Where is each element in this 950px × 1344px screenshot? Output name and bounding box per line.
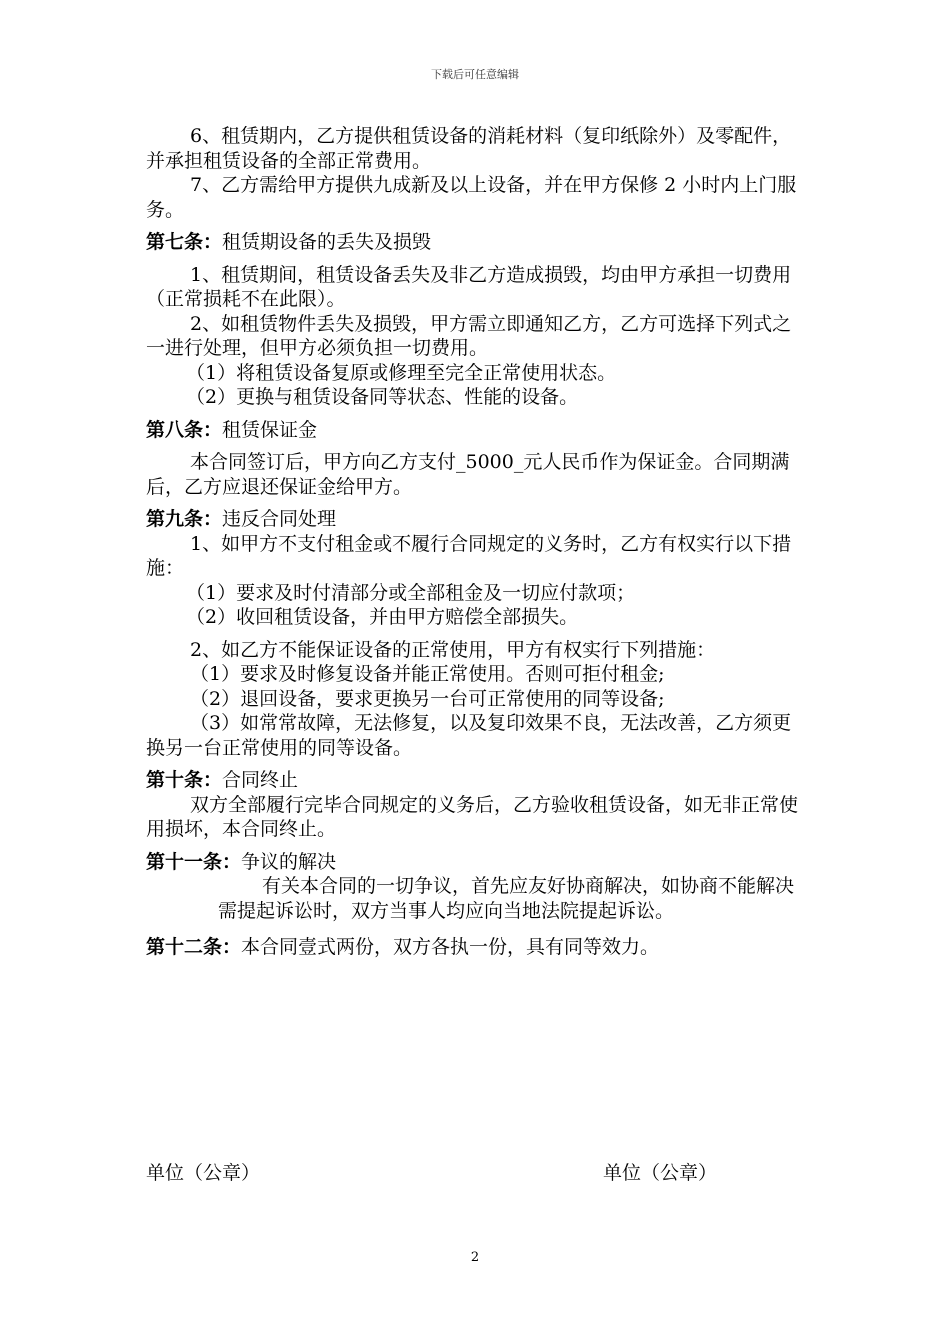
article-9-sub-2-3: （3）如常常故障，无法修复，以及复印效果不良，无法改善，乙方须更换另一台正常使用的同等设备。 [146, 712, 792, 759]
article-7-sub-2: （2）更换与租赁设备同等状态、性能的设备。 [186, 386, 579, 408]
article-9-sub-2-2: （2）退回设备，要求更换另一台可正常使用的同等设备; [190, 687, 665, 710]
article-7-heading [146, 230, 810, 255]
article-7-item-1: 1、租赁期间，租赁设备丢失及非乙方造成损毁，均由甲方承担一切费用（正常损耗不在此限）。 [146, 263, 792, 310]
article-10-title: 合同终止 [222, 769, 299, 791]
article-9-sub-1-2: （2）收回租赁设备，并由甲方赔偿全部损失。 [186, 606, 579, 628]
article-8-label: 第八条： [146, 418, 223, 441]
article-8-body: 本合同签订后，甲方向乙方支付_5000_元人民币作为保证金。合同期满后，乙方应退还保证金给甲方。 [146, 451, 790, 498]
article-10-body: 双方全部履行完毕合同规定的义务后，乙方验收租赁设备，如无非正常使用损坏，本合同终止。 [146, 793, 799, 840]
article-7-sub-1: （1）将租赁设备复原或修理至完全正常使用状态。 [186, 361, 617, 384]
article-12-label: 第十二条： [146, 936, 242, 958]
clause-6: 6、租赁期内，乙方提供租赁设备的消耗材料（复印纸除外）及零配件，并承担租赁设备的全部正常费用。 [146, 125, 792, 172]
article-9-item-1: 1、如甲方不支付租金或不履行合同规定的义务时，乙方有权实行以下措施： [146, 532, 792, 579]
clause-7: 7、乙方需给甲方提供九成新及以上设备，并在甲方保修 2 小时内上门服务。 [146, 174, 797, 221]
page-header: 下载后可任意编辑 [431, 68, 519, 81]
article-9-sub-2-1: （1）要求及时修复设备并能正常使用。否则可拒付租金; [190, 663, 665, 685]
article-10-label: 第十条： [146, 769, 223, 791]
article-7-label: 第七条： [146, 231, 223, 253]
article-11-label: 第十一条： [146, 850, 242, 873]
article-11-title: 争议的解决 [241, 850, 337, 873]
article-12-heading [146, 935, 810, 960]
signature-right: 单位（公章） [603, 1162, 718, 1184]
contract-body [146, 124, 810, 960]
article-9-sub-1-1: （1）要求及时付清部分或全部租金及一切应付款项； [186, 581, 636, 604]
article-8-heading [146, 418, 810, 443]
article-11-body-wrap [146, 874, 810, 923]
article-12-text: 本合同壹式两份，双方各执一份，具有同等效力。 [241, 936, 660, 958]
article-9-item-2: 2、如乙方不能保证设备的正常使用，甲方有权实行下列措施： [190, 638, 716, 661]
article-8-title: 租赁保证金 [222, 418, 318, 441]
article-7-item-2: 2、如租赁物件丢失及损毁，甲方需立即通知乙方，乙方可选择下列式之一进行处理，但甲方必须负担一切费用。 [146, 312, 792, 359]
article-10-heading [146, 768, 810, 793]
article-11-body: 有关本合同的一切争议，首先应友好协商解决，如协商不能解决需提起诉讼时，双方当事人均应向当地法院提起诉讼。 [218, 875, 795, 922]
article-9-label: 第九条： [146, 508, 223, 530]
signature-left: 单位（公章） [146, 1162, 261, 1184]
article-9-heading [146, 507, 810, 532]
page-number: 2 [470, 1250, 480, 1265]
article-11-heading [146, 850, 810, 875]
article-9-title: 违反合同处理 [222, 508, 337, 530]
article-7-title: 租赁期设备的丢失及损毁 [222, 231, 432, 253]
